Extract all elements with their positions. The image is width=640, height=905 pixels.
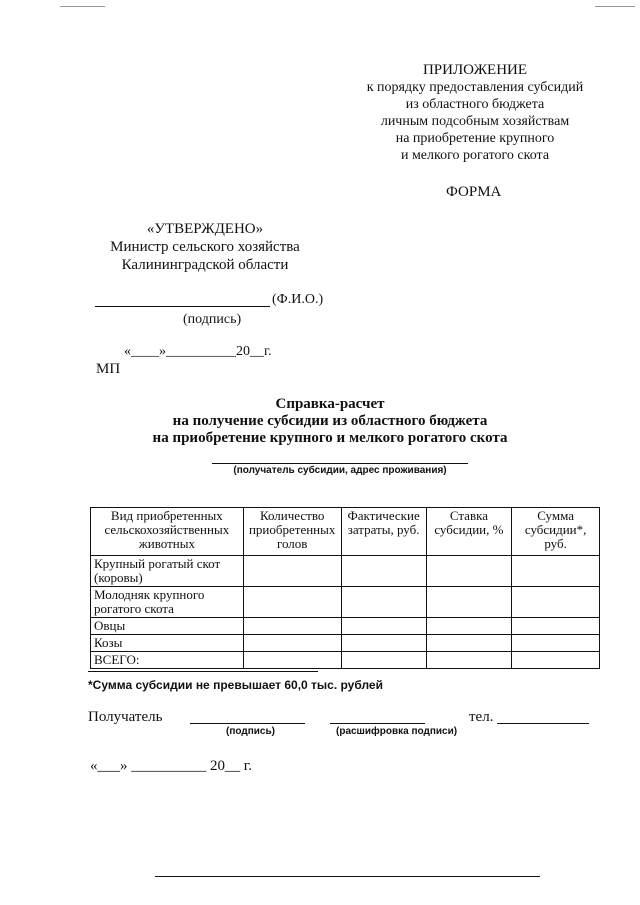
table-cell[interactable] bbox=[341, 635, 426, 652]
receiver-name-line[interactable] bbox=[330, 723, 425, 724]
header-subsidy-rate: Ставка субсидии, % bbox=[426, 508, 512, 556]
tel-field-line[interactable] bbox=[497, 723, 589, 724]
table-header-row bbox=[91, 508, 600, 556]
footnote: *Сумма субсидии не превышает 60,0 тыс. рублей bbox=[88, 678, 383, 692]
header-subsidy-sum: Сумма субсидии*, руб. bbox=[512, 508, 600, 556]
row-label: ВСЕГО: bbox=[91, 652, 244, 669]
table-cell[interactable] bbox=[426, 618, 512, 635]
fio-label: (Ф.И.О.) bbox=[272, 292, 324, 307]
appendix-line: личным подсобным хозяйствам bbox=[380, 114, 570, 129]
table-row bbox=[91, 587, 600, 618]
table-cell[interactable] bbox=[426, 556, 512, 587]
table-total-row bbox=[91, 652, 600, 669]
appendix-heading: ПРИЛОЖЕНИЕ bbox=[422, 62, 528, 78]
receiver-decode-caption: (расшифровка подписи) bbox=[336, 726, 458, 737]
calculation-table bbox=[90, 507, 600, 669]
footnote-separator bbox=[88, 671, 318, 672]
approval-region: Калининградской области bbox=[121, 257, 289, 273]
recipient-caption: (получатель субсидии, адрес проживания) bbox=[233, 465, 447, 476]
table-cell[interactable] bbox=[341, 587, 426, 618]
table-cell[interactable] bbox=[512, 587, 600, 618]
table-cell[interactable] bbox=[341, 618, 426, 635]
table-row bbox=[91, 635, 600, 652]
receiver-signature-line[interactable] bbox=[190, 723, 305, 724]
table-cell[interactable] bbox=[341, 556, 426, 587]
tel-label: тел. bbox=[469, 709, 494, 725]
recipient-field-line[interactable] bbox=[212, 463, 468, 464]
scan-mark-right bbox=[595, 6, 635, 7]
receiver-label: Получатель bbox=[88, 709, 163, 725]
title-line: на получение субсидии из областного бюджета bbox=[172, 413, 488, 429]
table-cell[interactable] bbox=[243, 618, 341, 635]
table-cell[interactable] bbox=[512, 618, 600, 635]
table-cell[interactable] bbox=[512, 556, 600, 587]
header-quantity: Количество приобретенных голов bbox=[243, 508, 341, 556]
receiver-signature-caption: (подпись) bbox=[226, 726, 275, 737]
scan-mark-left bbox=[60, 6, 105, 7]
appendix-line: и мелкого рогатого скота bbox=[400, 148, 550, 163]
table-row bbox=[91, 618, 600, 635]
row-label: Крупный рогатый скот (коровы) bbox=[91, 556, 244, 587]
appendix-line: на приобретение крупного bbox=[395, 131, 555, 146]
approval-block bbox=[100, 220, 310, 274]
table-cell[interactable] bbox=[341, 652, 426, 669]
seal-place-label: МП bbox=[96, 361, 121, 377]
table-cell[interactable] bbox=[243, 556, 341, 587]
table-cell[interactable] bbox=[426, 652, 512, 669]
table-row bbox=[91, 556, 600, 587]
approval-position: Министр сельского хозяйства bbox=[110, 239, 300, 255]
bottom-separator bbox=[155, 876, 540, 877]
title-line: Справка-расчет bbox=[275, 396, 385, 412]
table-cell[interactable] bbox=[426, 587, 512, 618]
row-label: Овцы bbox=[91, 618, 244, 635]
row-label: Молодняк крупного рогатого скота bbox=[91, 587, 244, 618]
row-label: Козы bbox=[91, 635, 244, 652]
approval-stamp: «УТВЕРЖДЕНО» bbox=[146, 221, 264, 237]
header-actual-costs: Фактические затраты, руб. bbox=[341, 508, 426, 556]
minister-signature-line[interactable] bbox=[95, 306, 270, 307]
receiver-date[interactable]: «___» __________ 20__ г. bbox=[90, 758, 252, 774]
form-label: ФОРМА bbox=[446, 184, 502, 200]
table-cell[interactable] bbox=[426, 635, 512, 652]
header-animal-type: Вид приобретенных сельскохозяйственных животных bbox=[91, 508, 244, 556]
document-title bbox=[100, 396, 560, 447]
appendix-block bbox=[330, 62, 620, 164]
appendix-line: из областного бюджета bbox=[405, 97, 545, 112]
table-cell[interactable] bbox=[243, 652, 341, 669]
title-line: на приобретение крупного и мелкого рогатого скота bbox=[152, 430, 508, 446]
minister-signature-caption: (подпись) bbox=[183, 312, 242, 327]
table-cell[interactable] bbox=[512, 652, 600, 669]
table-cell[interactable] bbox=[243, 587, 341, 618]
appendix-line: к порядку предоставления субсидий bbox=[366, 80, 584, 95]
approval-date[interactable]: «____»__________20__г. bbox=[124, 344, 272, 359]
table-cell[interactable] bbox=[243, 635, 341, 652]
table-cell[interactable] bbox=[512, 635, 600, 652]
